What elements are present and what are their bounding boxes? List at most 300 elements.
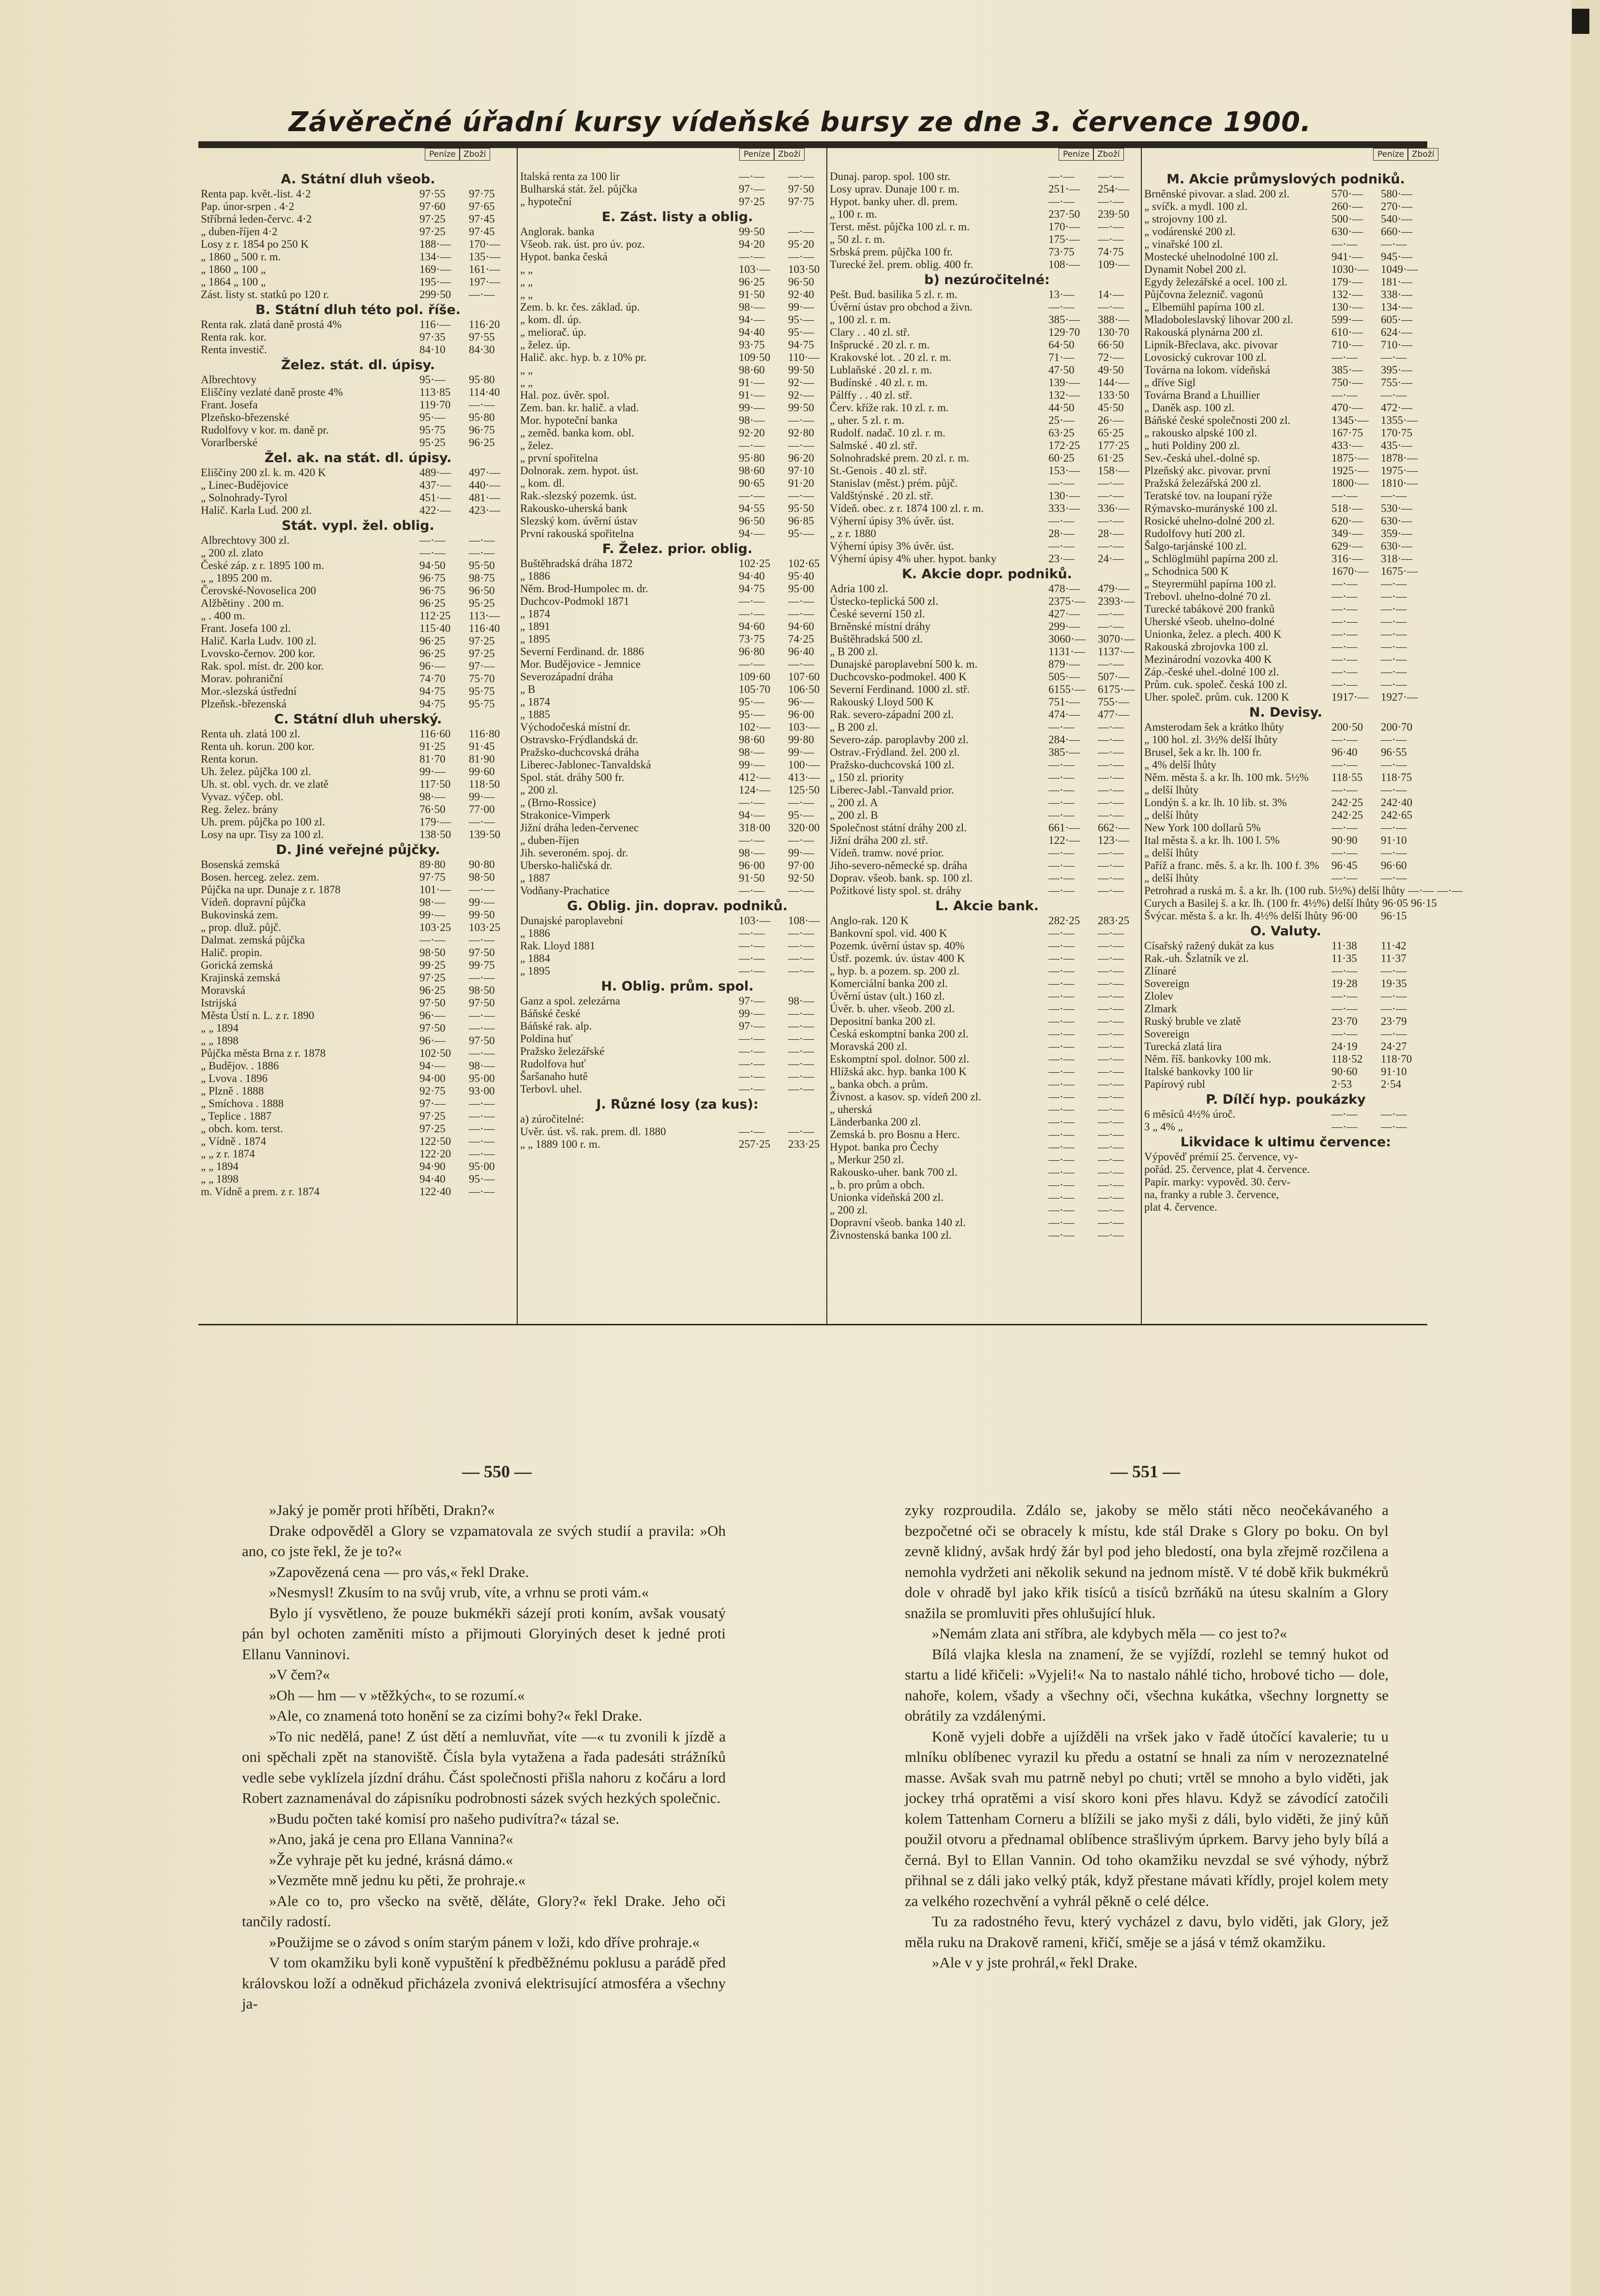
money-price: 71·— [1048,351,1075,363]
money-price: 242·25 [1331,796,1363,809]
quote-row [1144,402,1427,414]
security-name: Něm. Brod-Humpolec m. dr. [520,583,648,595]
goods-price: 135·— [469,251,501,263]
security-name: „ „ z r. 1874 [201,1148,255,1160]
security-name: Bosenská zemská [201,858,280,870]
money-price: —·— [1048,1191,1075,1203]
security-name: Curych a Basilej š. a kr. lh. (100 fr. 4½%) delší lhůty [1144,897,1379,909]
money-price: —·— [1048,1179,1075,1191]
security-name: „ Plzně . 1888 [201,1085,264,1097]
quote-row [520,490,835,502]
goods-price: —·— [1098,847,1124,859]
quote-row [830,1078,1144,1091]
goods-price: —·— [788,439,814,451]
goods-price: 1810·— [1381,477,1418,489]
security-name: „ 200 zl. B [830,809,878,821]
column-header-1 [426,148,490,165]
security-name: Továrna na lokom. vídeňská [1144,364,1271,376]
security-name: „ 1864 „ 100 „ [201,276,266,288]
goods-price: 170·— [469,238,501,250]
goods-price: —·— [1098,1154,1124,1166]
quote-row [830,389,1144,402]
goods-price: 710·— [1381,339,1413,351]
goods-price: —·— [1098,771,1124,783]
goods-price: —·— [788,658,814,670]
section-heading: G. Oblig. jin. doprav. podniků. [567,899,788,914]
security-name: Unionka, želez. a plech. 400 K [1144,628,1282,640]
column-divider [517,148,518,1324]
goods-price: —·— [1098,1053,1124,1065]
goods-price: 96·15 [1381,910,1407,922]
money-price: —·— [1048,1216,1075,1229]
money-price: —·— [1048,1015,1075,1027]
security-name: „ banka obch. a prům. [830,1078,928,1090]
security-name: „ 150 zl. priority [830,771,904,783]
quote-row [1144,515,1427,527]
quote-row [830,771,1144,784]
quote-row [1144,364,1427,376]
money-price: 103·— [739,263,771,275]
money-price: 96·25 [419,647,446,660]
money-price [736,1113,785,1125]
goods-price: —·— [1381,666,1407,678]
goods-price: 318·— [1381,553,1413,565]
quote-row [1144,759,1427,771]
security-name: „ Daněk asp. 100 zl. [1144,402,1235,414]
goods-price: —·— [788,796,814,809]
quote-row [201,909,515,921]
quote-row [1144,1201,1427,1214]
quote-row [1144,1053,1427,1065]
money-price: —·— [419,547,446,559]
money-price: —·— [1048,1053,1075,1065]
goods-price: 110·— [788,351,820,363]
security-name: Pozemk. úvěrní ústav sp. 40% [830,940,965,952]
money-price: 74·70 [419,673,446,685]
money-price: 94·75 [739,583,765,595]
security-name: Terst. měst. půjčka 100 zl. r. m. [830,221,970,233]
security-name: Renta uh. korun. 200 kor. [201,740,314,752]
quote-row [1144,314,1427,326]
security-name: Šalgo-tarjánské 100 zl. [1144,540,1247,552]
money-price: 169·— [419,263,451,275]
security-name: Pešt. Bud. basilika 5 zl. r. m. [830,288,957,300]
goods-price: 95·— [469,1173,495,1185]
money-price: —·— [1408,885,1434,897]
quote-row [1144,628,1427,641]
goods-price: 97·55 [469,331,495,343]
security-name: „ Elbemühl papírna 100 zl. [1144,301,1265,313]
goods-price: —·— [1381,1108,1407,1120]
money-price: 105·70 [739,683,771,695]
security-name: Hypot. banky uher. dl. prem. [830,195,958,208]
goods-price: —·— [469,1097,495,1110]
quote-row [520,326,835,339]
money-price: 97·35 [419,331,446,343]
quote-row [830,1091,1144,1103]
quote-row [1144,1151,1427,1163]
security-name: Losy z r. 1854 po 250 K [201,238,309,250]
quote-row [520,225,835,238]
quote-row [201,424,515,436]
money-price: 316·— [1331,553,1363,565]
story-paragraph: »Jaký je poměr proti hříběti, Drakn?« [269,1501,495,1518]
money-price: 260·— [1331,200,1363,212]
goods-price: 99·— [788,746,814,758]
quote-row [830,796,1144,809]
money-price: 102·50 [419,1047,451,1059]
money-price: —·— [419,934,446,946]
quote-row [201,1047,515,1060]
quote-row [1144,1003,1427,1015]
money-price: 124·— [739,784,771,796]
quote-row [830,339,1144,351]
quote-row [1144,847,1427,859]
money-price: 630·— [1331,225,1363,238]
quote-row [1144,641,1427,653]
goods-price: 97·25 [469,647,495,660]
security-name: Uh. prem. půjčka po 100 zl. [201,816,325,828]
goods-price: 96·15 [1411,897,1437,909]
security-name: Rakousko-uherská bank [520,502,628,514]
goods-price: —·— [1381,990,1407,1002]
quote-row [830,822,1144,834]
money-price: —·— [739,439,765,451]
header-zbozi: Zboží [774,148,805,161]
money-price: 96·— [419,1009,446,1021]
security-name: „ „ [520,276,533,288]
goods-price: 45·50 [1098,402,1124,414]
quote-row [830,402,1144,414]
goods-price: —·— [788,1083,814,1095]
quote-row [201,1022,515,1035]
goods-price: —·— [1098,658,1124,670]
money-price: 97·50 [419,1022,446,1034]
security-name: Depositní banka 200 zl. [830,1015,936,1027]
security-name: Krajinská zemská [201,972,281,984]
security-name: „ 1887 [520,872,550,884]
goods-price: 755·— [1381,376,1413,389]
goods-price: 95·00 [469,1072,495,1084]
goods-price: 107·60 [788,671,820,683]
money-price: —·— [1048,796,1075,809]
goods-price [1378,1163,1427,1176]
quote-row [201,386,515,399]
security-name: Inšprucké . 20 zl. r. m. [830,339,930,351]
goods-price: —·— [1098,1179,1124,1191]
quote-row [830,1166,1144,1179]
money-price: 200·50 [1331,721,1363,733]
security-name: Egydy železářské a ocel. 100 zl. [1144,276,1287,288]
goods-price: —·— [469,1135,495,1147]
security-name: Báňské české [520,1007,581,1020]
story-paragraph: »Ale v y jste prohrál,« řekl Drake. [932,1954,1138,1971]
quote-row [520,708,835,721]
money-price: 96·00 [739,859,765,871]
money-price: 500·— [1331,213,1363,225]
quote-row [201,1035,515,1047]
money-price: —·— [739,251,765,263]
money-price: 1800·— [1331,477,1369,489]
security-name: Brněnské místní dráhy [830,620,931,632]
goods-price: 1049·— [1381,263,1418,275]
security-name: „ „ [520,376,533,389]
money-price: —·— [1048,784,1075,796]
goods-price: —·— [1098,796,1124,809]
section-heading: D. Jiné veřejné půjčky. [276,842,440,857]
quote-row [520,288,835,301]
security-name: „ 1874 [520,608,550,620]
goods-price: 481·— [469,492,501,504]
goods-price: 91·45 [469,740,495,752]
money-price: 97·75 [419,871,446,883]
security-name: „ dříve Sigl [1144,376,1196,389]
quote-row [201,972,515,984]
security-name: „ uherská [830,1103,872,1115]
money-price: 1875·— [1331,452,1369,464]
money-price: 242·25 [1331,809,1363,821]
quote-row [830,553,1144,565]
goods-price: 1975·— [1381,465,1418,477]
money-price: 91·50 [739,872,765,884]
quote-row [520,557,835,570]
quote-row [520,1058,835,1070]
security-name: „ první spořitelna [520,452,598,464]
quote-row [520,784,835,796]
goods-price: —·— [788,1070,814,1082]
goods-price: 3070·— [1098,633,1135,645]
money-price: 518·— [1331,502,1363,514]
money-price: —·— [1331,990,1358,1002]
money-price: 94·40 [739,326,765,338]
security-name: Pálffy . . 40 zl. stř. [830,389,912,401]
page-number-right: — 551 — [1110,1462,1180,1481]
quote-row [201,572,515,585]
goods-price: 133·50 [1098,389,1130,401]
goods-price: 1675·— [1381,565,1418,577]
money-price: —·— [1331,759,1358,771]
money-price: 99·— [419,909,446,921]
quotes-column-2 [520,170,835,1467]
goods-price: 97·75 [469,188,495,200]
security-name: „ obch. kom. terst. [201,1123,283,1135]
money-price: 64·50 [1048,339,1075,351]
security-name: Ruský bruble ve zlatě [1144,1015,1241,1027]
quote-row [201,479,515,492]
security-name: „ svíčk. a mydl. 100 zl. [1144,200,1248,212]
security-name: Anglorak. banka [520,225,595,238]
quote-row [201,585,515,597]
quote-row [1144,603,1427,615]
goods-price: —·— [788,1045,814,1057]
money-price: 97·— [739,1020,765,1032]
goods-price: 200·70 [1381,721,1413,733]
security-name: Mezinárodní vozovka 400 K [1144,653,1272,665]
story-paragraph: »Ale co to, pro všecko na světě, děláte, Glory?« řekl Drake. Jeho oči tančily radostí. [242,1892,726,1930]
security-name: Zlínaré [1144,965,1177,977]
goods-price: 75·70 [469,673,495,685]
security-name: Hypot. banka česká [520,251,608,263]
security-name: Ústecko-teplická 500 zl. [830,595,939,607]
goods-price: 92·50 [788,872,814,884]
quote-row [1144,200,1427,213]
money-price: —·— [1331,965,1358,977]
quote-row [830,847,1144,859]
quote-row [830,452,1144,465]
money-price: —·— [1048,1128,1075,1140]
quote-row [520,595,835,608]
header-penize: Peníze [1059,148,1094,161]
goods-price: 96·40 [788,645,814,658]
quote-row [1144,666,1427,678]
goods-price: —·— [788,952,814,964]
money-price: 188·— [419,238,451,250]
security-name: Zlmark [1144,1003,1177,1015]
money-price: 94·00 [419,1072,446,1084]
money-price: 427·— [1048,608,1080,620]
quote-row [520,276,835,288]
quote-row [830,233,1144,246]
money-price: 1917·— [1331,691,1369,703]
money-price: 81·70 [419,753,446,765]
quote-row [201,200,515,213]
security-name: Trebovl. uhelno-dolné 70 zl. [1144,590,1271,602]
goods-price: —·— [1381,678,1407,690]
quote-row [830,414,1144,427]
money-price: 2·53 [1331,1078,1352,1090]
security-name: Rakousko-uher. bank 700 zl. [830,1166,957,1178]
goods-price: 93·00 [469,1085,495,1097]
security-name: Něm. města š. a kr. lh. 100 mk. 5½% [1144,771,1309,783]
goods-price: 74·75 [1098,246,1124,258]
security-name: Länderbanka 200 zl. [830,1116,921,1128]
quote-row [520,633,835,645]
goods-price: 97·45 [469,213,495,225]
goods-price: 92·— [788,389,814,401]
goods-price: 95·80 [469,374,495,386]
goods-price: 61·25 [1098,452,1124,464]
security-name: Buštěhradská 500 zl. [830,633,923,645]
security-name: Halič. propin. [201,946,263,959]
goods-price: —·— [1381,822,1407,834]
security-name: Rak.-uh. Šzlatník ve zl. [1144,952,1249,964]
security-name: Požitkové listy spol. st. dráhy [830,885,962,897]
goods-price: —·— [1098,965,1124,977]
security-name: „ strojovny 100 zl. [1144,213,1227,225]
money-price: —·— [1048,721,1075,733]
security-name: Terbovl. uhel. [520,1083,583,1095]
money-price: 11·38 [1331,940,1357,952]
goods-price: 98·50 [469,871,495,883]
money-price: —·— [739,1045,765,1057]
quote-row [1144,885,1463,897]
goods-price: 530·— [1381,502,1413,514]
security-name: „ 1886 [520,570,550,582]
goods-price: 24·27 [1381,1040,1407,1052]
quote-row [830,490,1144,502]
money-price: —·— [1331,578,1358,590]
money-price: 251·— [1048,183,1080,195]
goods-price: —·— [788,1033,814,1045]
quote-row [520,402,835,414]
quote-row [1144,977,1427,990]
security-name: Půjčka města Brna z r. 1878 [201,1047,326,1059]
quote-row [520,1045,835,1058]
security-name: Severo-záp. paroplavby 200 zl. [830,734,969,746]
security-name: Ostravsko-Frýdlandská dr. [520,734,639,746]
money-price: 98·60 [739,465,765,477]
goods-price: 1927·— [1381,691,1418,703]
quote-row [830,734,1144,746]
quotes-column-1 [201,170,515,1467]
money-price: —·— [1048,977,1075,990]
money-price: 94·60 [739,620,765,632]
quote-row [830,784,1144,796]
money-price: —·— [739,608,765,620]
goods-price: —·— [1381,615,1407,628]
security-name: Vídeň. tramw. nové prior. [830,847,944,859]
quote-row [520,847,835,859]
goods-price: —·— [1381,578,1407,590]
security-name: pořád. 25. července, plat 4. července. [1144,1163,1310,1175]
quote-row [830,1204,1144,1216]
security-name: na, franky a ruble 3. července, [1144,1188,1279,1201]
quote-row [1144,1108,1427,1121]
quote-row [830,746,1144,759]
quote-row [520,683,835,696]
money-price: —·— [1331,628,1358,640]
security-name: „ B [520,683,536,695]
quote-row [520,915,835,927]
goods-price: —·— [1381,872,1407,884]
story-paragraph: Bílá vlajka klesla na znamení, že se vyjíždí, rozlehl se temný hukot od startu a lidé křičeli: »Vyjeli!« Na to nastalo náhlé ticho, hrobové ticho — dole, nahoře, kolem, všady a všechny oči, všechna kukátka, všechny lorgnetty se obrátily za vzdálenými. [905,1645,1389,1724]
goods-price: —·— [1098,221,1124,233]
goods-price: 359·— [1381,527,1413,540]
goods-price: 630·— [1381,540,1413,552]
security-name: Renta korun. [201,753,258,765]
goods-price: 662·— [1098,822,1130,834]
money-price: 1670·— [1331,565,1369,577]
goods-price: 49·50 [1098,364,1124,376]
security-name: Rudolf. nadač. 10 zl. r. m. [830,427,945,439]
security-name: „ delší lhůty [1144,784,1199,796]
security-name: „ želez. úp. [520,339,570,351]
quote-row [830,1141,1144,1154]
goods-price: 254·— [1098,183,1130,195]
goods-price: —·— [1381,847,1407,859]
security-name: Pražsko-duchcovská dráha [520,746,639,758]
security-name: Hal. poz. úvěr. spol. [520,389,610,401]
quote-row [201,997,515,1009]
section-heading: F. Želez. prior. oblig. [602,541,753,556]
money-price: —·— [1331,1108,1358,1120]
goods-price: 96·75 [469,424,495,436]
money-price: —·— [1048,940,1075,952]
security-name: Uh. želez. půjčka 100 zl. [201,765,311,778]
security-name: Hlížská akc. hyp. banka 100 K [830,1065,967,1078]
money-price: 130·— [1331,301,1363,313]
quote-row [520,263,835,276]
security-name: Renta pap. květ.-list. 4·2 [201,188,311,200]
quote-row [830,658,1144,671]
security-name: Slezský kom. úvěrní ústav [520,515,638,527]
goods-price: 95·50 [469,559,495,571]
money-price [1329,1188,1378,1201]
quote-row [830,952,1144,965]
quote-row [520,995,835,1007]
quote-row [520,1138,835,1151]
money-price: —·— [1048,301,1075,313]
